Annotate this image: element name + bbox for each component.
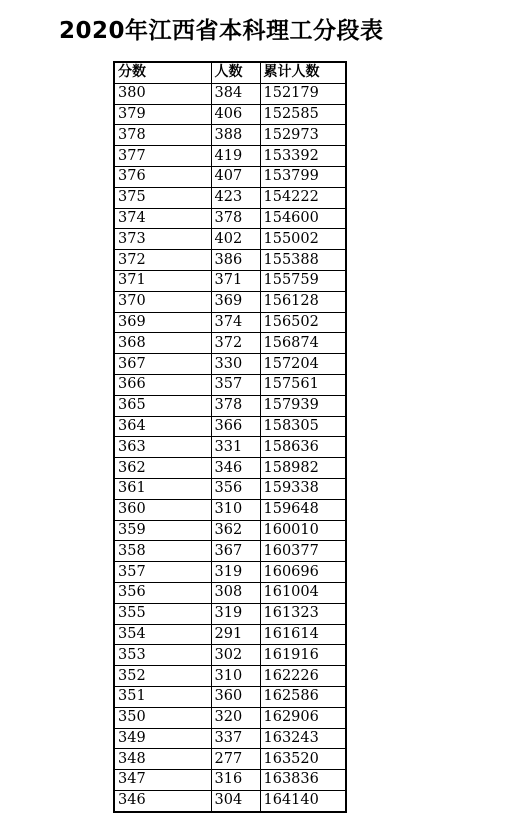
table-row [114,749,346,770]
table-row [114,208,346,229]
table-body [114,83,346,811]
count-cell: 308 [211,582,260,603]
score-cell: 367 [114,354,211,375]
table-row [114,603,346,624]
score-cell: 348 [114,749,211,770]
score-cell: 375 [114,187,211,208]
count-cell: 407 [211,166,260,187]
header-row [114,62,346,83]
score-cell: 350 [114,707,211,728]
score-cell: 374 [114,208,211,229]
score-cell: 354 [114,624,211,645]
count-cell: 372 [211,333,260,354]
cumulative-cell: 163243 [260,728,346,749]
score-cell: 380 [114,83,211,104]
cumulative-cell: 160696 [260,562,346,583]
score-cell: 349 [114,728,211,749]
table-row [114,312,346,333]
count-cell: 369 [211,291,260,312]
score-cell: 377 [114,146,211,167]
table-row [114,437,346,458]
cumulative-cell: 155388 [260,250,346,271]
score-cell: 359 [114,520,211,541]
cumulative-cell: 161004 [260,582,346,603]
count-cell: 362 [211,520,260,541]
count-cell: 310 [211,666,260,687]
count-cell: 316 [211,770,260,791]
cumulative-cell: 162226 [260,666,346,687]
table-row [114,541,346,562]
score-cell: 356 [114,582,211,603]
table-row [114,562,346,583]
cumulative-cell: 157561 [260,374,346,395]
table-row [114,333,346,354]
cumulative-cell: 160010 [260,520,346,541]
table-row [114,125,346,146]
count-cell: 419 [211,146,260,167]
table-row [114,790,346,811]
count-cell: 331 [211,437,260,458]
score-cell: 376 [114,166,211,187]
count-cell: 337 [211,728,260,749]
score-cell: 358 [114,541,211,562]
cumulative-cell: 163520 [260,749,346,770]
cumulative-cell: 163836 [260,770,346,791]
score-cell: 372 [114,250,211,271]
table-row [114,187,346,208]
table-row [114,416,346,437]
cumulative-cell: 161323 [260,603,346,624]
table-row [114,250,346,271]
cumulative-cell: 158636 [260,437,346,458]
table-row [114,520,346,541]
table-row [114,229,346,250]
cumulative-cell: 161916 [260,645,346,666]
count-cell: 310 [211,499,260,520]
count-cell: 330 [211,354,260,375]
score-cell: 378 [114,125,211,146]
score-cell: 360 [114,499,211,520]
score-cell: 366 [114,374,211,395]
table-row [114,582,346,603]
table-row [114,770,346,791]
table-row [114,354,346,375]
table-row [114,270,346,291]
score-cell: 370 [114,291,211,312]
count-cell: 346 [211,458,260,479]
score-cell: 362 [114,458,211,479]
count-cell: 402 [211,229,260,250]
count-cell: 371 [211,270,260,291]
score-cell: 353 [114,645,211,666]
score-cell: 365 [114,395,211,416]
score-cell: 363 [114,437,211,458]
table-row [114,458,346,479]
count-cell: 320 [211,707,260,728]
header-count: 人数 [211,62,260,83]
count-cell: 319 [211,562,260,583]
table-row [114,395,346,416]
cumulative-cell: 161614 [260,624,346,645]
count-cell: 406 [211,104,260,125]
score-cell: 351 [114,686,211,707]
cumulative-cell: 155759 [260,270,346,291]
table-row [114,666,346,687]
cumulative-cell: 152973 [260,125,346,146]
count-cell: 277 [211,749,260,770]
cumulative-cell: 158305 [260,416,346,437]
table-row [114,686,346,707]
score-cell: 368 [114,333,211,354]
cumulative-cell: 158982 [260,458,346,479]
cumulative-cell: 156128 [260,291,346,312]
count-cell: 423 [211,187,260,208]
count-cell: 319 [211,603,260,624]
count-cell: 386 [211,250,260,271]
page-title: 2020年江西省本科理工分段表 [59,18,384,44]
score-cell: 364 [114,416,211,437]
table-row [114,478,346,499]
count-cell: 304 [211,790,260,811]
score-cell: 371 [114,270,211,291]
cumulative-cell: 157939 [260,395,346,416]
count-cell: 356 [211,478,260,499]
count-cell: 291 [211,624,260,645]
cumulative-cell: 153799 [260,166,346,187]
table-row [114,83,346,104]
count-cell: 357 [211,374,260,395]
score-cell: 357 [114,562,211,583]
count-cell: 374 [211,312,260,333]
cumulative-cell: 152179 [260,83,346,104]
cumulative-cell: 157204 [260,354,346,375]
cumulative-cell: 152585 [260,104,346,125]
header-cumulative: 累计人数 [260,62,346,83]
score-cell: 369 [114,312,211,333]
cumulative-cell: 164140 [260,790,346,811]
table-header [114,62,346,83]
table-row [114,499,346,520]
cumulative-cell: 162906 [260,707,346,728]
count-cell: 367 [211,541,260,562]
table-row [114,374,346,395]
cumulative-cell: 154222 [260,187,346,208]
score-cell: 352 [114,666,211,687]
score-distribution-table [113,61,347,813]
header-score: 分数 [114,62,211,83]
table-row [114,291,346,312]
table-row [114,104,346,125]
table-row [114,146,346,167]
table-row [114,707,346,728]
cumulative-cell: 160377 [260,541,346,562]
cumulative-cell: 154600 [260,208,346,229]
score-cell: 355 [114,603,211,624]
score-cell: 379 [114,104,211,125]
cumulative-cell: 155002 [260,229,346,250]
cumulative-cell: 162586 [260,686,346,707]
count-cell: 302 [211,645,260,666]
count-cell: 378 [211,208,260,229]
table-row [114,624,346,645]
table-row [114,728,346,749]
score-cell: 347 [114,770,211,791]
cumulative-cell: 153392 [260,146,346,167]
cumulative-cell: 159338 [260,478,346,499]
count-cell: 366 [211,416,260,437]
cumulative-cell: 159648 [260,499,346,520]
table-row [114,166,346,187]
score-cell: 373 [114,229,211,250]
count-cell: 378 [211,395,260,416]
score-cell: 346 [114,790,211,811]
table-row [114,645,346,666]
count-cell: 360 [211,686,260,707]
count-cell: 388 [211,125,260,146]
count-cell: 384 [211,83,260,104]
score-cell: 361 [114,478,211,499]
cumulative-cell: 156502 [260,312,346,333]
cumulative-cell: 156874 [260,333,346,354]
